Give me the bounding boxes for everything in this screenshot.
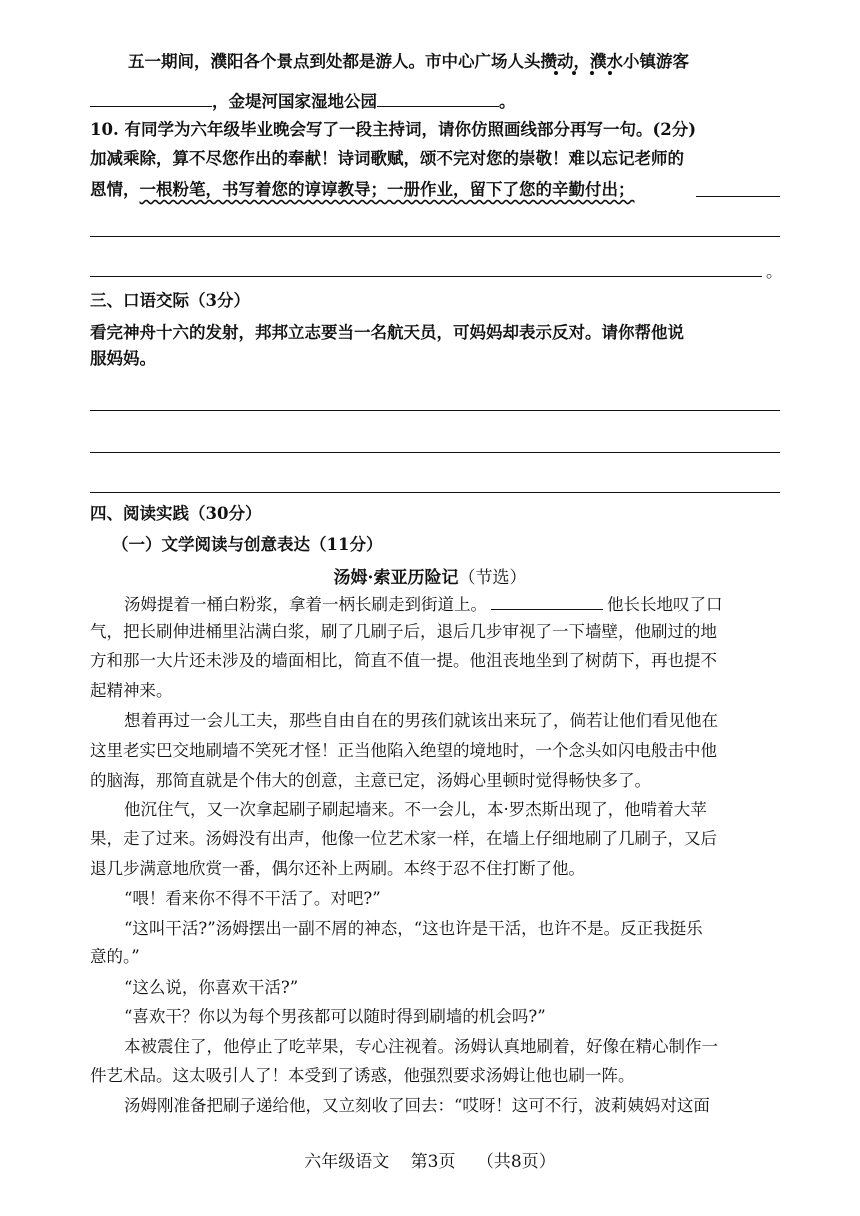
dialogue-4: “喜欢干？你以为每个男孩都可以随时得到刷墙的机会吗?” (124, 1007, 546, 1026)
q10-end: 。 (766, 262, 783, 281)
p3-line3: 退几步满意地欣赏一番，偶尔还补上两刷。本终于忍不住打断了他。 (90, 859, 585, 878)
dialogue-3: “这么说，你喜欢干活?” (124, 978, 299, 997)
dialogue-2-line1: “这叫干活?”汤姆摆出一副不屑的神态，“这也许是干活，也许不是。反正我挺乐 (124, 919, 703, 938)
footer-total: （共8页） (476, 1152, 556, 1172)
answer-line[interactable] (696, 196, 780, 197)
p2-line1: 想着再过一会儿工夫，那些自由自在的男孩们就该出来玩了，倘若让他们看见他在 (124, 711, 718, 730)
q10-line2-a: 恩情， (90, 180, 140, 199)
footer-subject: 六年级语文 (304, 1152, 390, 1172)
emphasis-dot (554, 71, 558, 75)
section4-subheading: （一）文学阅读与创意表达（11分） (112, 535, 383, 554)
p1-line4: 起精神来。 (90, 681, 173, 700)
answer-blank[interactable] (377, 90, 499, 107)
p5-line1: 汤姆刚准备把刷子递给他，又立刻收了回去：“哎呀！这可不行，波莉姨妈对这面 (124, 1096, 710, 1115)
emphasis-dot (608, 71, 612, 75)
emphasis-dot (572, 71, 576, 75)
article-title: 汤姆·索亚历险记 (333, 568, 459, 588)
q10-underlined-example: 一根粉笔，书写着您的谆谆教导；一册作业，留下了您的辛勤付出； (139, 180, 635, 199)
p2-line3: 的脑海，那简直就是个伟大的创意，主意已定，汤姆心里顿时觉得畅快多了。 (90, 771, 651, 790)
footer-page: 第3页 (410, 1152, 456, 1172)
section3-heading: 三、口语交际（3分） (90, 291, 250, 310)
section4-heading: 四、阅读实践（30分） (90, 504, 262, 523)
p1-line3: 方和那一大片还未涉及的墙面相比，简直不值一提。他沮丧地坐到了树荫下，再也提不 (90, 651, 717, 670)
p3-line1: 他沉住气，又一次拿起刷子刷起墙来。不一会儿，本·罗杰斯出现了，他啃着大苹 (124, 800, 707, 819)
page-footer (0, 1147, 860, 1172)
p4-line2: 件艺术品。这太吸引人了！本受到了诱惑，他强烈要求汤姆让他也刷一阵。 (90, 1066, 635, 1085)
answer-line[interactable] (90, 236, 780, 237)
answer-line[interactable] (90, 492, 780, 493)
dialogue-2-line2: 意的。” (90, 947, 140, 966)
answer-blank[interactable] (491, 593, 603, 610)
answer-line[interactable] (90, 452, 780, 453)
s3-line2: 服妈妈。 (90, 349, 156, 368)
answer-line[interactable] (90, 410, 780, 411)
p4-line1: 本被震住了，他停止了吃苹果，专心注视着。汤姆认真地刷着，好像在精心制作一 (124, 1037, 718, 1056)
q10-title: 10. 有同学为六年级毕业晚会写了一段主持词，请你仿照画线部分再写一句。(2分) (90, 120, 697, 139)
q10-line1: 加减乘除，算不尽您作出的奉献！诗词歌赋，颂不完对您的崇敬！难以忘记老师的 (90, 149, 684, 168)
q9-line2 (90, 90, 780, 112)
dialogue-1: “喂！看来你不得不干活了。对吧?” (124, 889, 381, 908)
emphasis-dot (590, 71, 594, 75)
answer-line[interactable] (90, 276, 762, 277)
p1-text-b: 他长长地叹了口 (607, 595, 723, 614)
p1-line2: 气，把长刷伸进桶里沾满白浆，刷了几刷子后，退后几步审视了一下墙壁，他刷过的地 (90, 622, 717, 641)
p1-line1 (124, 593, 814, 615)
p2-line2: 这里老实巴交地刷墙不笑死才怪！正当他陷入绝望的境地时，一个念头如闪电般击中他 (90, 741, 717, 760)
q9-line2-end: 。 (499, 92, 516, 111)
q10-line2 (90, 180, 780, 200)
p1-text-a: 汤姆提着一桶白粉浆，拿着一柄长刷走到街道上。 (124, 595, 487, 614)
article-note: （节选） (458, 568, 527, 588)
answer-blank[interactable] (90, 90, 212, 107)
q9-line2-text: ，金堤河国家湿地公园 (212, 92, 377, 111)
s3-line1: 看完神舟十六的发射，邦邦立志要当一名航天员，可妈妈却表示反对。请你帮他说 (90, 323, 684, 342)
q9-line1: 五一期间，濮阳各个景点到处都是游人。市中心广场人头攒动，濮水小镇游客 (128, 52, 689, 71)
p3-line2: 果，走了过来。汤姆没有出声，他像一位艺术家一样，在墙上仔细地刷了几刷子，又后 (90, 829, 717, 848)
article-title-row (0, 563, 860, 588)
